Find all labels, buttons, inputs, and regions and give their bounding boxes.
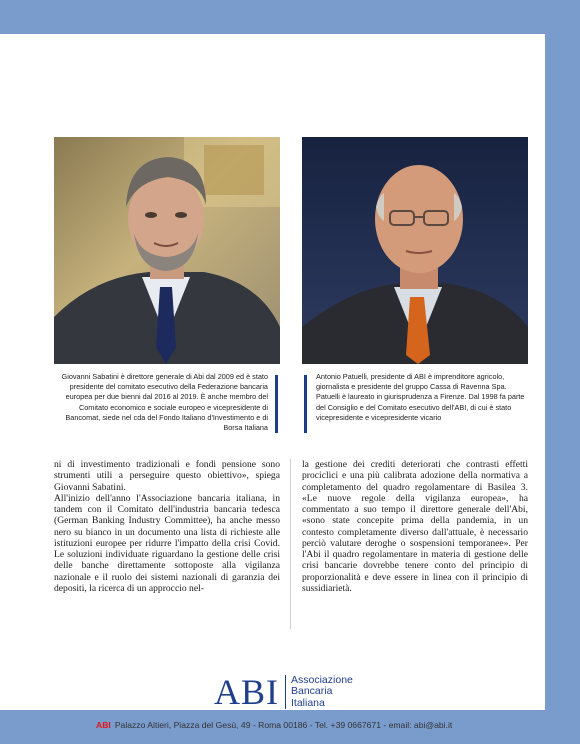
column-divider <box>290 459 291 629</box>
caption-accent-bar <box>304 375 307 433</box>
footer-address: Palazzo Altieri, Piazza del Gesù, 49 - Roma 00186 - Tel. +39 0667671 - email: abi@abi.it <box>114 720 453 730</box>
logo-divider <box>285 675 286 709</box>
caption-sabatini: Giovanni Sabatini è direttore generale di Abi dal 2009 ed è stato presidente del comitato esecutivo della Federazione bancaria europea per due bienni dal 2016 al 2019. È anche membro del Comitato economico e sociale europeo e vicepresidente di Bancomat, siede nel cda del Fondo Italiano d'Investimento e di Borsa Italiana <box>61 372 268 433</box>
footer-brand: ABI <box>96 720 111 730</box>
caption-patuelli: Antonio Patuelli, presidente di ABI è imprenditore agricolo, giornalista e presidente del gruppo Cassa di Ravenna Spa. Patuelli è laureato in giurisprudenza a Firenze. Dal 1998 fa parte del Consiglio e del Comitato esecutivo dell'ABI, di cui è stato vicepresidente e vicepresidente vicario <box>316 372 525 422</box>
article-column-left <box>54 459 280 594</box>
article-paragraph: All'inizio dell'anno l'Associazione bancaria italiana, in tandem con il Comitato dell'industria bancaria tedesca (German Banking Industry Committee), ha anche messo nero su bianco in un documento una lista di richieste alle istituzioni europee per ridurre l'impatto della crisi Covid. Le soluzioni individuate riguardano la gestione delle crisi delle banche direttamente sottoposte alla vigilanza nazionale e il ruolo dei sistemi nazionali di garanzia dei depositi, la ricerca di un approccio nel- <box>54 492 280 594</box>
abi-logo-mark: ABI <box>214 672 279 712</box>
page-sheet <box>0 34 545 730</box>
abi-logo <box>214 672 353 712</box>
logo-line: Associazione <box>291 673 353 686</box>
caption-accent-bar <box>275 375 278 433</box>
abi-logo-wordmark <box>291 675 353 710</box>
article-paragraph: ni di investimento tradizionali e fondi pensione sono strumenti utili a perseguire questo obiettivo», spiega Giovanni Sabatini. <box>54 459 280 493</box>
portrait-giovanni-sabatini <box>54 137 280 364</box>
footer-contact <box>96 720 452 730</box>
logo-line: Bancaria <box>291 685 333 698</box>
article-paragraph: la gestione dei crediti deteriorati che contrasti effetti prociclici e una più calibrata adozione della normativa a completamento del quadro regolamentare di Basilea 3. «Le nuove regole della vigilanza europea», ha commentato a suo tempo il direttore generale dell'Abi, «sono state concepite prima della pandemia, in un contesto completamente diverso dall'attuale, è necessario perciò valutare deroghe o sospensioni temporanee». Per l'Abi il quadro regolamentare in materia di gestione delle crisi bancarie dovrebbe tenere conto del principio di proporzionalità e deve essere in linea con il principio di sussidiarietà. <box>302 459 528 594</box>
article-column-right <box>302 459 528 594</box>
logo-line: Italiana <box>291 696 325 709</box>
portrait-antonio-patuelli <box>302 137 528 364</box>
